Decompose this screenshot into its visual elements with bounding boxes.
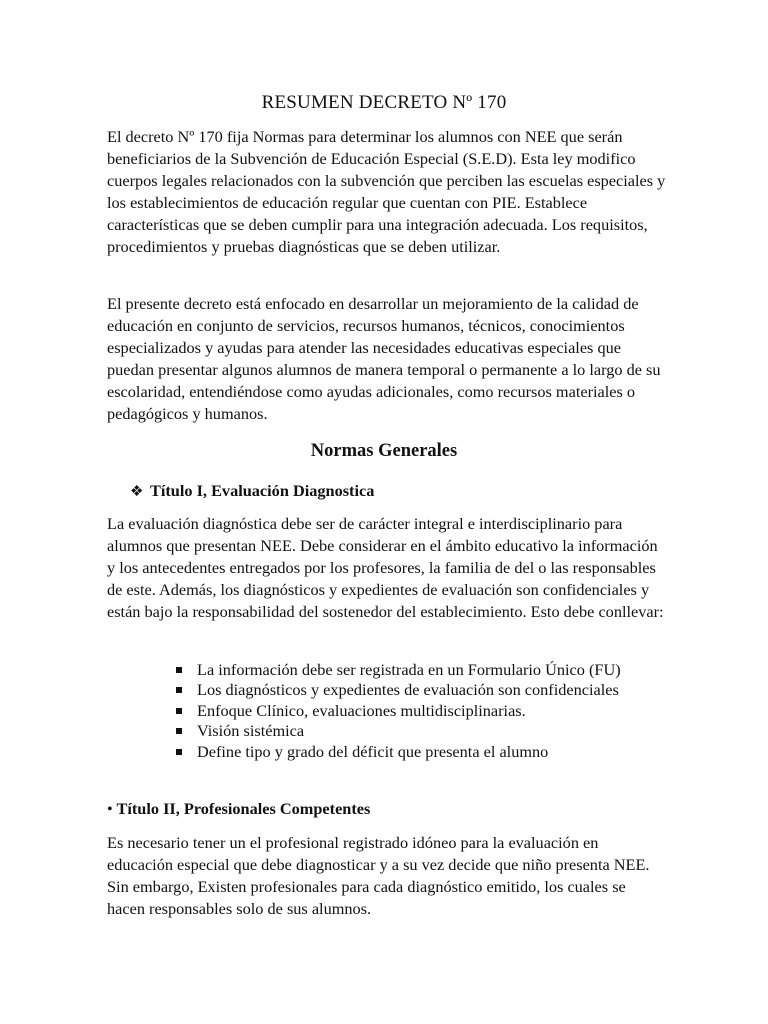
- focus-paragraph: El presente decreto está enfocado en desarrollar un mejoramiento de la calidad de educación en conjunto de servicios, recursos humanos, técnicos, conocimientos especializados y ayudas para atender las necesidades educativas especiales que puedan presentar algunos alumnos de manera temporal o permanente a lo largo de su escolaridad, entendiéndose como ayudas adicionales, como recursos materiales o pedagógicos y humanos.: [107, 294, 661, 424]
- bullet-list: [172, 660, 621, 762]
- list-item: La información debe ser registrada en un Formulario Único (FU): [172, 660, 621, 680]
- square-bullet-icon: [176, 687, 182, 693]
- title-one-heading: [130, 480, 374, 503]
- document-title: RESUMEN DECRETO Nº 170: [261, 92, 507, 113]
- square-bullet-icon: [176, 749, 182, 755]
- title-two-heading: [107, 798, 370, 820]
- title-one-paragraph: La evaluación diagnóstica debe ser de carácter integral e interdisciplinario para alumnos que presentan NEE. Debe considerar en el ámbito educativo la información y los antecedentes entregados por los profesores, la familia de del o las responsables de este. Además, los diagnósticos y expedientes de evaluación son confidenciales y están bajo la responsabilidad del sostenedor del establecimiento. Esto debe conllevar:: [107, 514, 664, 622]
- square-bullet-icon: [176, 728, 182, 734]
- list-item: Los diagnósticos y expedientes de evaluación son confidenciales: [172, 680, 621, 700]
- title-two-heading-text: Título II, Profesionales Competentes: [116, 799, 371, 818]
- list-item: Define tipo y grado del déficit que presenta el alumno: [172, 742, 621, 762]
- intro-paragraph: El decreto Nº 170 fija Normas para determinar los alumnos con NEE que serán beneficiarios de la Subvención de Educación Especial (S.E.D). Esta ley modifico cuerpos legales relacionados con la subvención que perciben las escuelas especiales y los establecimientos de educación regular que cuentan con PIE. Establece características que se deben cumplir para una integración adecuada. Los requisitos, procedimientos y pruebas diagnósticas que se deben utilizar.: [107, 127, 666, 257]
- list-item: Visión sistémica: [172, 721, 621, 741]
- dot-bullet-icon: •: [107, 799, 113, 818]
- list-item: Enfoque Clínico, evaluaciones multidisciplinarias.: [172, 701, 621, 721]
- square-bullet-icon: [176, 667, 182, 673]
- section-heading: Normas Generales: [310, 441, 458, 461]
- square-bullet-icon: [176, 708, 182, 714]
- diamond-bullet-icon: ❖: [130, 484, 144, 500]
- title-one-heading-text: Título I, Evaluación Diagnostica: [150, 481, 375, 500]
- title-two-paragraph: Es necesario tener un el profesional registrado idóneo para la evaluación en educación especial que debe diagnosticar y a su vez decide que niño presenta NEE. Sin embargo, Existen profesionales para cada diagnóstico emitido, los cuales se hacen responsables solo de sus alumnos.: [107, 833, 650, 919]
